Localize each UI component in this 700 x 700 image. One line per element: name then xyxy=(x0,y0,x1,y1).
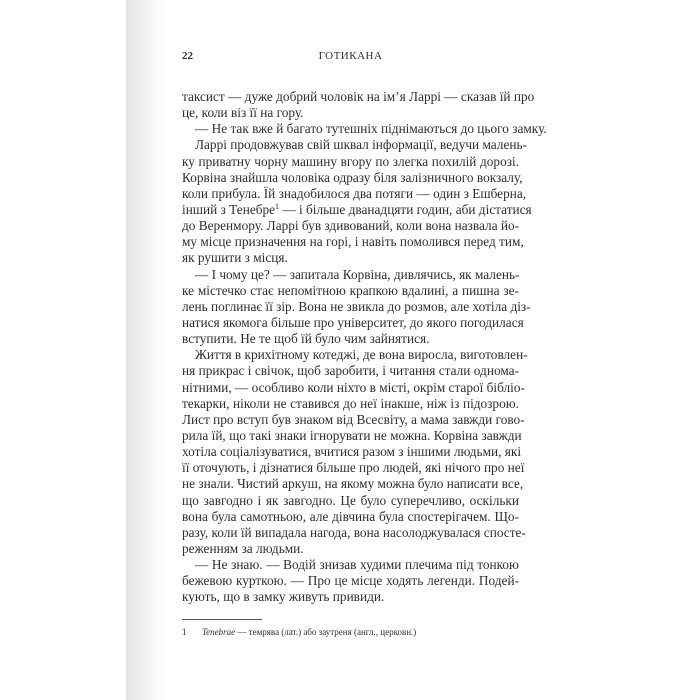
text-line: разу, коли їй випадала нагода, вона насолоджувалася спосте- xyxy=(182,524,526,540)
text-line: — Не знаю. — Водій знизав худими плечима під тонкою xyxy=(195,557,519,573)
text-line: таксист — дуже добрий чоловік на ім’я Ларрі — сказав їй про xyxy=(182,89,535,104)
text-line: хотіла соціалізуватися, вчитися разом з іншими людьми, які xyxy=(182,444,522,460)
text-line: кують, що в замку живуть привиди. xyxy=(182,589,385,605)
text-line: — Не так вже й багато тутешніх піднімаються до цього замку. xyxy=(195,121,547,137)
page-number: 22 xyxy=(182,50,193,62)
text-line: рила їй, що такі знаки ігнорувати не можна. Корвіна завжди xyxy=(182,427,522,443)
text-line: Життя в крихітному котеджі, де вона виросла, виготовлен- xyxy=(195,347,528,363)
footnote xyxy=(182,627,416,637)
text-line: вона була самотньою, але дівчина була спостерігачем. Що- xyxy=(182,508,519,524)
text-line: вступити. Не те щоб їй було чим зайнятися. xyxy=(182,331,430,347)
text-line: текарки, ніколи не ставився до неї інакше, ніж із підозрою. xyxy=(182,395,519,411)
text-line: бежевою курткою. — Про це місце ходять легенди. Подей- xyxy=(182,573,519,589)
text-line: Корвіна знайшла чоловіка одразу біля залізничного вокзалу, xyxy=(182,169,523,185)
footnote-reference: 1 xyxy=(275,201,280,211)
text-line: натися якомога більше про університет, до якого погодилася xyxy=(182,314,524,330)
text-line: не знали. Чистий аркуш, на якому можна було написати все, xyxy=(182,476,524,492)
text-line: му місце призначення на горі, і навіть помолився перед тим, xyxy=(182,234,524,250)
text-line: що завгодно і як завгодно. Це було суперечливо, оскільки xyxy=(182,492,519,508)
text-line: нітними, — особливо коли ніхто в місті, окрім старої бібліо- xyxy=(182,379,525,395)
background xyxy=(0,0,126,700)
text-line: інший з Тенебре$^1$ — і більше дванадцяти годин, аби дістатися xyxy=(182,201,532,217)
text-line: як рушити з місця. xyxy=(182,250,288,266)
page-edge-shadow xyxy=(126,0,166,700)
text-line: ня прикрас і свічок, щоб заробити, і читання стали однома- xyxy=(182,363,519,379)
footnote-rule xyxy=(182,619,262,620)
text-line: Лист про вступ був знаком від Всесвіту, а мама завжди гово- xyxy=(182,411,525,427)
footnote-mark: 1 xyxy=(182,627,187,637)
running-title: ГОТИКАНА xyxy=(318,50,383,62)
text-line: ку приватну чорну машину вгору по злегка похилій дорозі. xyxy=(182,153,519,169)
text-line: коли прибула. Їй знадобилося два потяги — один з Ешберна, xyxy=(182,185,527,201)
footnote-term: Tenebrae xyxy=(202,627,236,637)
text-line: ке містечко стає непомітною крапкою вдалині, а пишна зе- xyxy=(182,282,519,298)
body-text xyxy=(182,89,547,606)
footnote-text: — темрява (лат.) або заутреня (англ., церковн.) xyxy=(235,627,417,637)
text-line: лень поглинає її зір. Вона не звикла до розмов, але хотіла діз- xyxy=(182,298,531,314)
text-line: — І чому це? — запитала Корвіна, дивлячись, як малень- xyxy=(195,266,520,282)
text-line: це, коли віз її на гору. xyxy=(182,105,304,121)
text-line: Ларрі продовжував свій шквал інформації, ведучи малень- xyxy=(195,137,527,153)
text-line: її оточують, і дізнатися більше про людей, які нічого про неї xyxy=(182,460,525,476)
text-line: до Веренмору. Ларрі був здивований, коли вона назвала йо- xyxy=(182,218,520,234)
text-line: реженням за людьми. xyxy=(182,540,304,556)
